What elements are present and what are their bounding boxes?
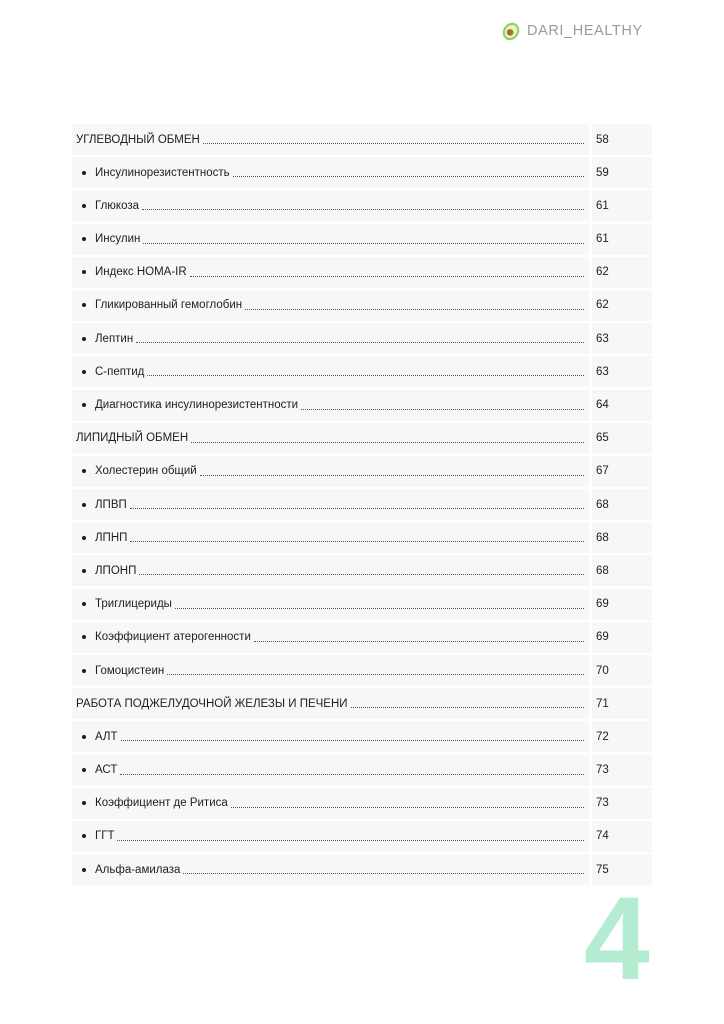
dot-leader — [191, 434, 584, 443]
toc-entry-title-cell — [72, 489, 589, 520]
toc-entry-label: Коэффициент атерогенности — [95, 631, 251, 644]
dot-leader — [143, 235, 584, 244]
toc-entry-label: Инсулин — [95, 233, 141, 246]
toc-entry-title-cell — [72, 589, 589, 620]
bullet-icon — [82, 370, 86, 374]
toc-entry-label: УГЛЕВОДНЫЙ ОБМЕН — [76, 133, 200, 146]
toc-page-number: 63 — [592, 323, 652, 354]
toc-page-number: 72 — [592, 721, 652, 752]
toc-entry-label: Инсулинорезистентность — [95, 166, 230, 179]
toc-page-number: 62 — [592, 257, 652, 288]
toc-entry-title-cell — [72, 555, 589, 586]
toc-entry-label: ЛПОНП — [95, 564, 137, 577]
toc-page-number: 65 — [592, 423, 652, 454]
bullet-icon — [82, 303, 86, 307]
dot-leader — [245, 301, 584, 310]
toc-entry-label: Гомоцистеин — [95, 664, 165, 677]
bullet-icon — [82, 204, 86, 208]
toc-entry-label: РАБОТА ПОДЖЕЛУДОЧНОЙ ЖЕЛЕЗЫ И ПЕЧЕНИ — [76, 697, 348, 710]
toc-section-row[interactable] — [72, 124, 652, 155]
toc-entry-label: Коэффициент де Ритиса — [95, 797, 228, 810]
toc-entry-row[interactable] — [72, 555, 652, 586]
toc-entry-row[interactable] — [72, 622, 652, 653]
dot-leader — [147, 367, 584, 376]
toc-entry-label: Холестерин общий — [95, 465, 197, 478]
toc-section-row[interactable] — [72, 688, 652, 719]
toc-page-number: 69 — [592, 622, 652, 653]
bullet-icon — [82, 569, 86, 573]
bullet-icon — [82, 403, 86, 407]
toc-entry-title-cell — [72, 390, 589, 421]
toc-entry-label: Лептин — [95, 332, 134, 345]
toc-page-number: 68 — [592, 555, 652, 586]
toc-entry-label: ГГТ — [95, 830, 115, 843]
toc-entry-title-cell — [72, 257, 589, 288]
toc-entry-title-cell — [72, 456, 589, 487]
dot-leader — [130, 500, 584, 509]
toc-entry-label: С-пептид — [95, 365, 145, 378]
bullet-icon — [82, 237, 86, 241]
dot-leader — [121, 732, 585, 741]
toc-entry-row[interactable] — [72, 456, 652, 487]
toc-entry-label: Триглицериды — [95, 598, 172, 611]
toc-page-number: 58 — [592, 124, 652, 155]
bullet-icon — [82, 503, 86, 507]
page-number: 4 — [584, 873, 650, 1005]
toc-entry-row[interactable] — [72, 655, 652, 686]
toc-entry-row[interactable] — [72, 190, 652, 221]
dot-leader — [231, 799, 584, 808]
toc-entry-title-cell — [72, 190, 589, 221]
avocado-icon — [500, 20, 522, 42]
toc-entry-label: ЛИПИДНЫЙ ОБМЕН — [76, 432, 189, 445]
dot-leader — [200, 467, 584, 476]
dot-leader — [120, 766, 584, 775]
toc-entry-row[interactable] — [72, 522, 652, 553]
toc-page-number: 71 — [592, 688, 652, 719]
toc-entry-row[interactable] — [72, 721, 652, 752]
toc-entry-row[interactable] — [72, 788, 652, 819]
table-of-contents — [72, 124, 652, 887]
toc-entry-row[interactable] — [72, 755, 652, 786]
toc-entry-title-cell — [72, 721, 589, 752]
brand-header — [500, 20, 643, 42]
dot-leader — [183, 865, 584, 874]
toc-entry-title-cell — [72, 655, 589, 686]
toc-entry-title-cell — [72, 423, 589, 454]
toc-entry-label: АСТ — [95, 764, 118, 777]
toc-entry-row[interactable] — [72, 589, 652, 620]
toc-entry-title-cell — [72, 854, 589, 885]
toc-page-number: 59 — [592, 157, 652, 188]
bullet-icon — [82, 735, 86, 739]
dot-leader — [167, 666, 584, 675]
toc-entry-title-cell — [72, 622, 589, 653]
bullet-icon — [82, 768, 86, 772]
toc-entry-label: Альфа-амилаза — [95, 863, 181, 876]
toc-page-number: 63 — [592, 356, 652, 387]
toc-entry-title-cell — [72, 124, 589, 155]
dot-leader — [301, 401, 584, 410]
bullet-icon — [82, 536, 86, 540]
toc-page-number: 68 — [592, 522, 652, 553]
toc-page-number: 75 — [592, 854, 652, 885]
toc-entry-title-cell — [72, 323, 589, 354]
toc-entry-row[interactable] — [72, 224, 652, 255]
toc-entry-title-cell — [72, 224, 589, 255]
toc-entry-row[interactable] — [72, 390, 652, 421]
toc-entry-row[interactable] — [72, 821, 652, 852]
toc-entry-title-cell — [72, 356, 589, 387]
bullet-icon — [82, 602, 86, 606]
toc-page-number: 62 — [592, 290, 652, 321]
dot-leader — [203, 135, 584, 144]
dot-leader — [254, 633, 584, 642]
toc-page-number: 73 — [592, 788, 652, 819]
bullet-icon — [82, 337, 86, 341]
toc-entry-row[interactable] — [72, 157, 652, 188]
dot-leader — [190, 268, 584, 277]
toc-entry-title-cell — [72, 290, 589, 321]
bullet-icon — [82, 270, 86, 274]
toc-page-number: 67 — [592, 456, 652, 487]
toc-page-number: 64 — [592, 390, 652, 421]
dot-leader — [136, 334, 584, 343]
toc-entry-title-cell — [72, 755, 589, 786]
toc-entry-label: ЛПНП — [95, 531, 128, 544]
dot-leader — [233, 168, 584, 177]
toc-entry-title-cell — [72, 821, 589, 852]
bullet-icon — [82, 635, 86, 639]
toc-entry-row[interactable] — [72, 290, 652, 321]
brand-name: DARI_HEALTHY — [527, 23, 643, 39]
dot-leader — [351, 699, 584, 708]
dot-leader — [117, 832, 584, 841]
bullet-icon — [82, 669, 86, 673]
toc-entry-row[interactable] — [72, 323, 652, 354]
toc-page-number: 61 — [592, 190, 652, 221]
bullet-icon — [82, 868, 86, 872]
toc-entry-row[interactable] — [72, 489, 652, 520]
dot-leader — [139, 566, 584, 575]
toc-entry-title-cell — [72, 157, 589, 188]
toc-entry-label: Глюкоза — [95, 199, 140, 212]
bullet-icon — [82, 171, 86, 175]
toc-entry-label: Диагностика инсулинорезистентности — [95, 399, 299, 411]
toc-entry-label: ЛПВП — [95, 498, 127, 511]
toc-entry-label: Гликированный гемоглобин — [95, 299, 243, 312]
toc-page-number: 61 — [592, 224, 652, 255]
toc-entry-row[interactable] — [72, 257, 652, 288]
toc-entry-title-cell — [72, 688, 589, 719]
bullet-icon — [82, 801, 86, 805]
bullet-icon — [82, 469, 86, 473]
toc-entry-label: Индекс HOMA-IR — [95, 266, 187, 279]
toc-section-row[interactable] — [72, 423, 652, 454]
toc-entry-label: АЛТ — [95, 730, 118, 743]
toc-entry-title-cell — [72, 788, 589, 819]
dot-leader — [142, 201, 584, 210]
toc-page-number: 73 — [592, 755, 652, 786]
toc-entry-row[interactable] — [72, 854, 652, 885]
toc-page-number: 70 — [592, 655, 652, 686]
toc-page-number: 68 — [592, 489, 652, 520]
toc-entry-row[interactable] — [72, 356, 652, 387]
dot-leader — [175, 600, 584, 609]
toc-page-number: 69 — [592, 589, 652, 620]
toc-page-number: 74 — [592, 821, 652, 852]
toc-entry-title-cell — [72, 522, 589, 553]
dot-leader — [130, 533, 584, 542]
bullet-icon — [82, 834, 86, 838]
